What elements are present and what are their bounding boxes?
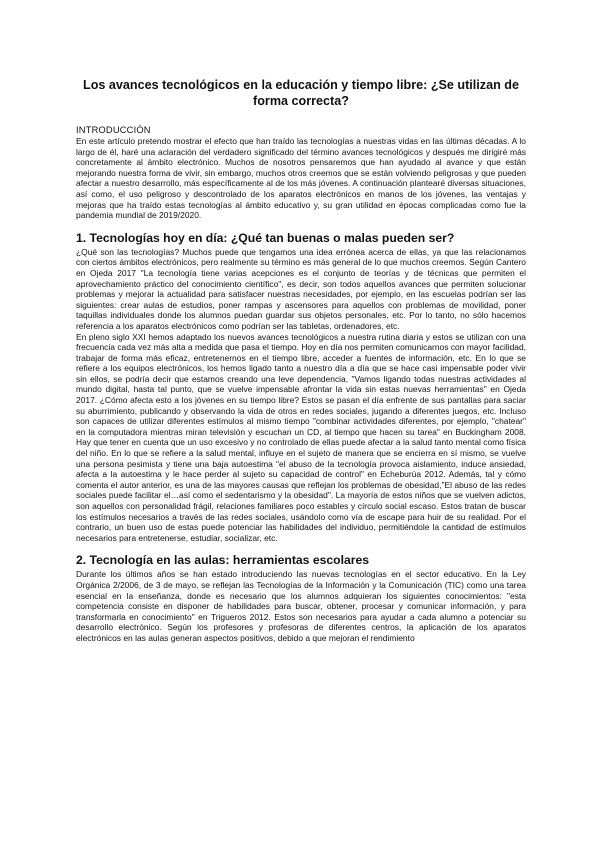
section-1-paragraph-2: En pleno siglo XXI hemos adaptado los nuevos avances tecnológicos a nuestra rutina diaria y estos se utilizan con una frecuencia cada vez más alta a medida que pasa el tiempo. Hoy en día nos permiten comunicarnos con mayor facilidad, trabajar de forma más eficaz, entretenernos en el tiempo libre, acceder a fuentes de información, etc. En lo que se refiere a los equipos electrónicos, los hemos ligado tanto a nuestro día a día que se hace casi impensable poder vivir sin ellos, se podría decir que estamos creando una leve dependencia, "Vamos ligando todas nuestras actividades al mundo digital, hasta tal punto, que se vuelve impensable afrontar la vida sin estas nuevas herramientas" en Ojeda 2017. ¿Cómo afecta esto a los jóvenes en su tiempo libre? Estos se pasan el día enfrente de sus pantallas para saciar su aburrimiento, publicando y observando la vida de otros en redes sociales, jugando a diferentes juegos, etc. Incluso son capaces de utilizar diferentes estímulos al mismo tiempo "combinar actividades diferentes, por ejemplo, "chatear" en la computadora mientras miran televisión y escuchan un CD, al tiempo que hacen su tarea" en Buckingham 2008. Hay que tener en cuenta que un uso excesivo y no controlado de ellas puede afectar a la salud tanto mental como física del niño. En lo que se refiere a la salud mental, influye en el sujeto de manera que se encierra en sí mismo, se vuelve una persona pesimista y tiene una baja autoestima "el abuso de la tecnología provoca aislamiento, induce ansiedad, afecta a la autoestima y le hace perder al sujeto su capacidad de control" en Echeburúa 2012. Además, tal y cómo comenta el autor anterior, es una de las mayores causas que reflejan los problemas de obesidad,"El abuso de las redes sociales puede facilitar el…así como el sedentarismo y la obesidad". La mayoría de estos niños que se vuelven adictos, son aquellos con personalidad frágil, relaciones familiares poco estables y círculo social escaso. Estos tratan de buscar los estímulos necesarios a través de las redes sociales, usándolo como vía de escape para huir de su realidad. Por el contrario, un buen uso de estas puede potenciar las habilidades del individuo, permitiéndole la cantidad de estímulos necesarios para entretenerse, estudiar, socializar, etc. [76,331,526,543]
document-title: Los avances tecnológicos en la educación y tiempo libre: ¿Se utilizan de forma correcta? [83,78,519,108]
section-2-paragraph-1: Durante los últimos años se han estado introduciendo las nuevas tecnologías en el sector educativo. En la Ley Orgánica 2/2006, de 3 de mayo, se reflejan las Tecnologías de la Información y la Comunicación (TIC) como una tarea esencial en la enseñanza, donde es necesario que los alumnos adquieran los siguientes conocimientos: "esta competencia consiste en disponer de habilidades para buscar, obtener, procesar y comunicar información, y para transformarla en conocimiento" en Trigueros 2012. Estos son necesarios para ayudar a cada alumno a potenciar su desarrollo electrónico. Según los profesores y profesoras de diferentes centros, la aplicación de los aparatos electrónicos en las aulas generan aspectos positivos, debido a que mejoran el rendimiento [76,569,526,643]
section-2-heading: 2. Tecnología en las aulas: herramientas escolares [76,553,370,568]
section-1-heading: 1. Tecnologías hoy en día: ¿Qué tan buenas o malas pueden ser? [76,230,455,245]
intro-heading: INTRODUCCIÓN [76,125,151,135]
intro-paragraph: En este artículo pretendo mostrar el efecto que han traído las tecnologías a nuestras vidas en las últimas décadas. A lo largo de él, haré una aclaración del verdadero significado del término avances tecnológicos y después me dirigiré más concretamente al ámbito electrónico. Muchos de nosotros pensaremos que han ayudado al avance y que están mejorando nuestra forma de vivir, sin embargo, muchos otros creemos que se están volviendo peligrosas y que pueden afectar a nuestro desarrollo, más específicamente al de los más jóvenes. A continuación plantearé diversas situaciones, así como, el uso peligroso y descontrolado de los aparatos electrónicos en manos de los jóvenes, las ventajas y mejoras que ha traído estas tecnologías al ámbito educativo y, su gran utilidad en épocas complicadas como fue la pandemia mundial de 2019/2020. [76,136,526,221]
section-1-paragraph-1: ¿Qué son las tecnologías? Muchos puede que tengamos una idea errónea acerca de ellas, ya que las relacionamos con ciertos ámbitos electrónicos, pero realmente su término es más general de lo que muchos creemos. Según Cantero en Ojeda 2017 "La tecnología tiene varias acepciones es el conjunto de teorías y de técnicas que permiten el aprovechamiento práctico del conocimiento científico", es decir, son todos aquellos avances que permiten solucionar problemas y mejorar la actualidad para satisfacer nuestras necesidades, por ejemplo, en las escuelas podrían ser las siguientes: crear aulas de estudios, poner rampas y ascensores para aquellos con problemas de movilidad, poner taquillas individuales donde los alumnos puedan guardar sus objetos personales, etc. Por lo tanto, no sólo hacemos referencia a los aparatos electrónicos como podrían ser las tabletas, ordenadores, etc. [76,246,526,331]
